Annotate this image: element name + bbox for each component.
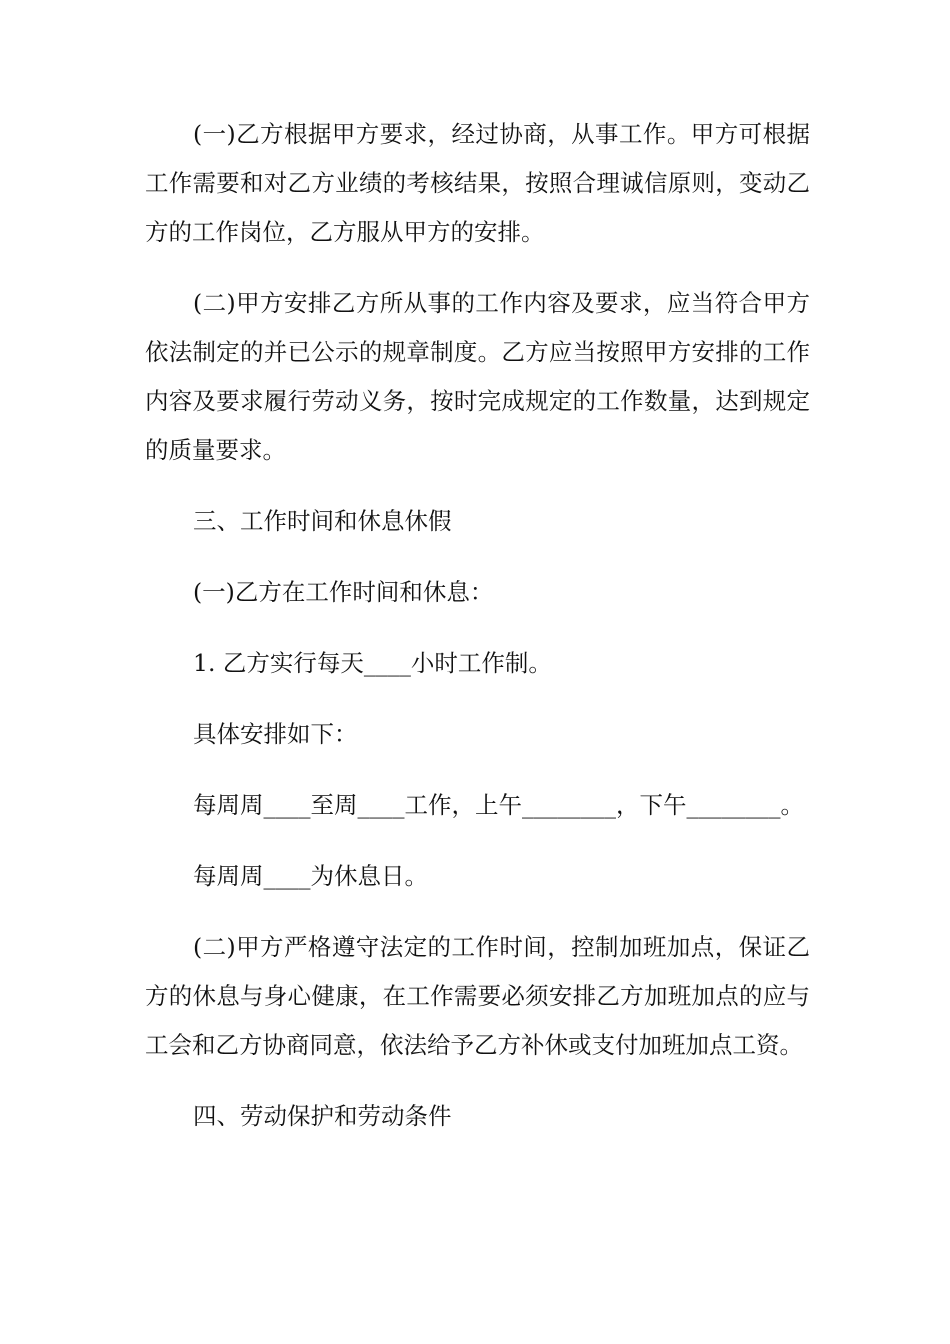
daily-hours-line: 1. 乙方实行每天____小时工作制。: [193, 649, 552, 677]
clause-3-1-heading: (一)乙方在工作时间和休息：: [193, 578, 494, 606]
rest-day-line: 每周周____为休息日。: [193, 862, 428, 890]
clause-2-1-paragraph: (一)乙方根据甲方要求，经过协商，从事工作。甲方可根据工作需要和对乙方业绩的考核结果，按照合理诚信原则，变动乙方的工作岗位，乙方服从甲方的安排。: [145, 120, 810, 246]
schedule-intro-line: 具体安排如下：: [193, 720, 358, 748]
section-3-heading: 三、工作时间和休息休假: [193, 507, 452, 535]
weekly-schedule-line: 每周周____至周____工作，上午________，下午________。: [193, 791, 804, 819]
section-4-heading: 四、劳动保护和劳动条件: [193, 1102, 452, 1130]
clause-3-2-paragraph: (二)甲方严格遵守法定的工作时间，控制加班加点，保证乙方的休息与身心健康，在工作需要必须安排乙方加班加点的应与工会和乙方协商同意，依法给予乙方补休或支付加班加点工资。: [145, 933, 810, 1059]
clause-2-2-paragraph: (二)甲方安排乙方所从事的工作内容及要求，应当符合甲方依法制定的并已公示的规章制度。乙方应当按照甲方安排的工作内容及要求履行劳动义务，按时完成规定的工作数量，达到规定的质量要求。: [145, 289, 810, 464]
document-body: [145, 110, 810, 1163]
